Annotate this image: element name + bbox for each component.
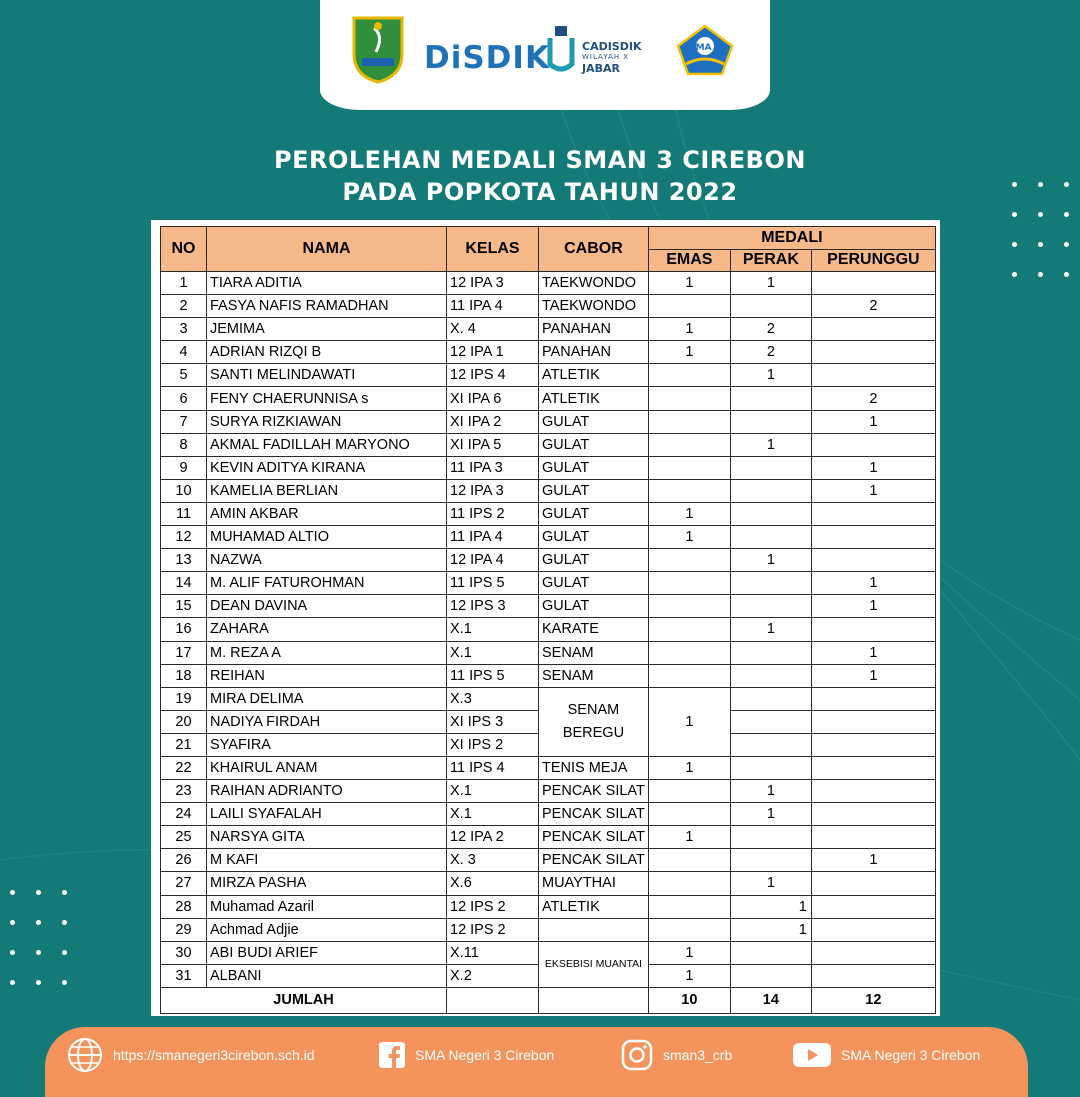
cell-no: 29 — [161, 918, 207, 941]
cell-perunggu — [811, 733, 935, 756]
cell-no: 14 — [161, 572, 207, 595]
cell-kelas: 11 IPS 5 — [447, 664, 539, 687]
cell-cabor: KARATE — [539, 618, 649, 641]
cell-no: 28 — [161, 895, 207, 918]
youtube-icon — [793, 1041, 831, 1069]
cell-kelas: 11 IPS 2 — [447, 502, 539, 525]
cell-cabor-senam-beregu — [539, 687, 649, 756]
cell-emas: 1 — [648, 687, 730, 756]
cell-perak: 1 — [730, 618, 811, 641]
cell-cabor: SENAM — [539, 641, 649, 664]
cell-nama: MUHAMAD ALTIO — [207, 526, 447, 549]
cell-perak: 1 — [730, 364, 811, 387]
cell-nama: KEVIN ADITYA KIRANA — [207, 456, 447, 479]
cell-no: 17 — [161, 641, 207, 664]
cell-perak — [730, 479, 811, 502]
cell-nama: AMIN AKBAR — [207, 502, 447, 525]
cell-kelas: X. 3 — [447, 849, 539, 872]
cell-emas: 1 — [648, 964, 730, 987]
cell-emas: 1 — [648, 526, 730, 549]
cell-kelas: X.1 — [447, 780, 539, 803]
cell-no: 2 — [161, 295, 207, 318]
cell-no: 13 — [161, 549, 207, 572]
cell-cabor: GULAT — [539, 572, 649, 595]
cell-perak — [730, 710, 811, 733]
cell-cabor: PENCAK SILAT — [539, 780, 649, 803]
cell-emas — [648, 479, 730, 502]
total-perak: 14 — [730, 987, 811, 1013]
table-row — [161, 318, 936, 341]
cell-perak: 2 — [730, 341, 811, 364]
table-row — [161, 549, 936, 572]
cell-nama: KHAIRUL ANAM — [207, 756, 447, 779]
table-row — [161, 918, 936, 941]
cell-nama: ABI BUDI ARIEF — [207, 941, 447, 964]
cell-perak — [730, 456, 811, 479]
table-row — [161, 664, 936, 687]
table-row — [161, 341, 936, 364]
footer-facebook-text: SMA Negeri 3 Cirebon — [415, 1047, 555, 1063]
table-row — [161, 479, 936, 502]
cell-no: 11 — [161, 502, 207, 525]
cell-nama: JEMIMA — [207, 318, 447, 341]
table-row — [161, 641, 936, 664]
cell-kelas: X.2 — [447, 964, 539, 987]
cell-no: 24 — [161, 803, 207, 826]
cell-cabor: MUAYTHAI — [539, 872, 649, 895]
cell-nama: SURYA RIZKIAWAN — [207, 410, 447, 433]
cell-kelas: XI IPS 3 — [447, 710, 539, 733]
cell-emas — [648, 641, 730, 664]
cell-no: 12 — [161, 526, 207, 549]
cell-perunggu: 1 — [811, 410, 935, 433]
footer-youtube-text: SMA Negeri 3 Cirebon — [841, 1047, 981, 1063]
disdik-logo: DiSDIK — [424, 40, 550, 76]
cell-kelas: 12 IPS 4 — [447, 364, 539, 387]
table-row — [161, 526, 936, 549]
cell-cabor: GULAT — [539, 526, 649, 549]
cell-emas — [648, 849, 730, 872]
cell-perunggu: 1 — [811, 479, 935, 502]
cell-perunggu — [811, 756, 935, 779]
cell-nama: DEAN DAVINA — [207, 595, 447, 618]
cell-nama: TIARA ADITIA — [207, 272, 447, 295]
cell-no: 6 — [161, 387, 207, 410]
cell-nama: Achmad Adjie — [207, 918, 447, 941]
cell-perunggu — [811, 526, 935, 549]
cell-nama: ALBANI — [207, 964, 447, 987]
cell-kelas: 11 IPA 4 — [447, 526, 539, 549]
cell-no: 10 — [161, 479, 207, 502]
cell-no: 4 — [161, 341, 207, 364]
cell-cabor: SENAM — [539, 664, 649, 687]
cell-perak — [730, 687, 811, 710]
footer-instagram-text: sman3_crb — [663, 1047, 733, 1063]
header-emas: EMAS — [648, 249, 730, 272]
cell-perak — [730, 572, 811, 595]
cell-emas: 1 — [648, 272, 730, 295]
cell-kelas: 12 IPA 1 — [447, 341, 539, 364]
cell-kelas: X.11 — [447, 941, 539, 964]
cell-kelas: 11 IPS 4 — [447, 756, 539, 779]
cabor-senam-line1: SENAM — [567, 701, 620, 718]
cell-kelas: 12 IPA 3 — [447, 272, 539, 295]
sma3-logo — [676, 24, 734, 76]
cell-perak: 1 — [730, 433, 811, 456]
cell-perak — [730, 964, 811, 987]
cell-perak: 2 — [730, 318, 811, 341]
medal-table-panel — [151, 220, 940, 1016]
cell-perak — [730, 756, 811, 779]
cell-perak: 1 — [730, 895, 811, 918]
cell-emas: 1 — [648, 941, 730, 964]
cell-perunggu — [811, 549, 935, 572]
cell-no: 8 — [161, 433, 207, 456]
cell-kelas: 11 IPS 5 — [447, 572, 539, 595]
cadisdik-jabar-text: JABAR — [582, 62, 620, 75]
cell-cabor: GULAT — [539, 549, 649, 572]
cell-kelas: 12 IPA 4 — [447, 549, 539, 572]
cell-no: 23 — [161, 780, 207, 803]
cell-cabor: PENCAK SILAT — [539, 803, 649, 826]
cell-emas — [648, 595, 730, 618]
cell-perunggu — [811, 803, 935, 826]
cell-nama: NARSYA GITA — [207, 826, 447, 849]
cell-kelas: 12 IPS 3 — [447, 595, 539, 618]
title-line-1: PEROLEHAN MEDALI SMAN 3 CIREBON — [274, 146, 806, 174]
cell-nama: KAMELIA BERLIAN — [207, 479, 447, 502]
cell-no: 21 — [161, 733, 207, 756]
cell-perunggu — [811, 872, 935, 895]
cell-no: 27 — [161, 872, 207, 895]
cadisdik-text: CADISDIK — [582, 40, 642, 53]
cell-perunggu — [811, 618, 935, 641]
table-row — [161, 849, 936, 872]
table-row — [161, 780, 936, 803]
table-row — [161, 364, 936, 387]
cell-no: 26 — [161, 849, 207, 872]
table-row — [161, 872, 936, 895]
table-row — [161, 803, 936, 826]
header-cabor: CABOR — [539, 227, 649, 272]
cell-kelas: XI IPA 2 — [447, 410, 539, 433]
cell-perak: 1 — [730, 272, 811, 295]
cell-perunggu — [811, 826, 935, 849]
footer-website[interactable] — [67, 1027, 315, 1083]
cell-nama: FENY CHAERUNNISA s — [207, 387, 447, 410]
total-emas: 10 — [648, 987, 730, 1013]
header-medali: MEDALI — [648, 227, 935, 250]
cell-no: 3 — [161, 318, 207, 341]
table-row — [161, 756, 936, 779]
cell-kelas: 12 IPA 3 — [447, 479, 539, 502]
cell-kelas: X.3 — [447, 687, 539, 710]
header-perak: PERAK — [730, 249, 811, 272]
cell-perak — [730, 295, 811, 318]
cell-cabor: PENCAK SILAT — [539, 849, 649, 872]
cell-perunggu: 1 — [811, 595, 935, 618]
cell-no: 22 — [161, 756, 207, 779]
cell-emas — [648, 872, 730, 895]
cell-perak — [730, 733, 811, 756]
cell-kelas: 11 IPA 3 — [447, 456, 539, 479]
cell-nama: SANTI MELINDAWATI — [207, 364, 447, 387]
table-row — [161, 826, 936, 849]
cell-perak: 1 — [730, 872, 811, 895]
table-row — [161, 687, 936, 710]
cell-perunggu: 2 — [811, 387, 935, 410]
table-row — [161, 618, 936, 641]
cell-perunggu — [811, 502, 935, 525]
footer-bar — [45, 1027, 1028, 1097]
footer-website-text: https://smanegeri3cirebon.sch.id — [113, 1047, 315, 1063]
cell-no: 31 — [161, 964, 207, 987]
cell-kelas: X.1 — [447, 618, 539, 641]
cell-perak: 1 — [730, 780, 811, 803]
cell-emas: 1 — [648, 341, 730, 364]
cell-cabor: GULAT — [539, 456, 649, 479]
cell-no: 20 — [161, 710, 207, 733]
cell-nama: SYAFIRA — [207, 733, 447, 756]
cell-emas — [648, 387, 730, 410]
table-row — [161, 456, 936, 479]
header-kelas: KELAS — [447, 227, 539, 272]
cell-emas — [648, 803, 730, 826]
cell-emas — [648, 410, 730, 433]
cell-no: 30 — [161, 941, 207, 964]
cell-emas — [648, 572, 730, 595]
medal-table-body — [161, 272, 936, 1014]
cell-perak — [730, 641, 811, 664]
cell-nama: FASYA NAFIS RAMADHAN — [207, 295, 447, 318]
cell-emas: 1 — [648, 318, 730, 341]
table-row — [161, 895, 936, 918]
cell-emas — [648, 895, 730, 918]
cell-nama: MIRA DELIMA — [207, 687, 447, 710]
cell-no: 7 — [161, 410, 207, 433]
globe-icon — [67, 1037, 103, 1073]
header-no: NO — [161, 227, 207, 272]
cell-no: 25 — [161, 826, 207, 849]
total-perunggu: 12 — [811, 987, 935, 1013]
cell-nama: M. ALIF FATUROHMAN — [207, 572, 447, 595]
total-label: JUMLAH — [161, 987, 447, 1013]
cell-perunggu: 1 — [811, 572, 935, 595]
table-row — [161, 410, 936, 433]
cell-perunggu — [811, 964, 935, 987]
sma3-logo-text: SMA 3 — [689, 43, 721, 53]
cell-nama: AKMAL FADILLAH MARYONO — [207, 433, 447, 456]
cell-nama: M KAFI — [207, 849, 447, 872]
cell-cabor: GULAT — [539, 410, 649, 433]
cell-kelas: XI IPA 5 — [447, 433, 539, 456]
cell-perunggu — [811, 341, 935, 364]
cell-perak — [730, 849, 811, 872]
title-line-2: PADA POPKOTA TAHUN 2022 — [342, 178, 738, 206]
cell-emas — [648, 364, 730, 387]
cell-cabor: TAEKWONDO — [539, 272, 649, 295]
header-perunggu: PERUNGGU — [811, 249, 935, 272]
medal-table — [160, 226, 936, 1014]
cell-emas: 1 — [648, 502, 730, 525]
total-cabor-empty — [539, 987, 649, 1013]
cell-kelas: XI IPA 6 — [447, 387, 539, 410]
cell-cabor: TAEKWONDO — [539, 295, 649, 318]
cell-cabor — [539, 918, 649, 941]
table-row — [161, 387, 936, 410]
cell-perunggu — [811, 895, 935, 918]
cell-cabor: PENCAK SILAT — [539, 826, 649, 849]
cell-no: 16 — [161, 618, 207, 641]
cell-emas — [648, 295, 730, 318]
cell-perunggu — [811, 918, 935, 941]
facebook-icon — [379, 1042, 405, 1068]
cell-emas — [648, 456, 730, 479]
cell-cabor: PANAHAN — [539, 341, 649, 364]
cell-cabor: GULAT — [539, 502, 649, 525]
cell-perak — [730, 526, 811, 549]
cell-kelas: X.1 — [447, 803, 539, 826]
cell-perak — [730, 595, 811, 618]
cell-cabor: TENIS MEJA — [539, 756, 649, 779]
cell-perak — [730, 387, 811, 410]
cell-no: 1 — [161, 272, 207, 295]
cadisdik-emblem-icon — [546, 24, 576, 76]
total-row — [161, 987, 936, 1013]
cell-emas: 1 — [648, 756, 730, 779]
cell-nama: RAIHAN ADRIANTO — [207, 780, 447, 803]
cell-no: 19 — [161, 687, 207, 710]
cell-emas — [648, 664, 730, 687]
cell-cabor: ATLETIK — [539, 364, 649, 387]
cell-perunggu: 2 — [811, 295, 935, 318]
instagram-icon — [621, 1039, 653, 1071]
cell-cabor: ATLETIK — [539, 895, 649, 918]
cell-nama: ZAHARA — [207, 618, 447, 641]
cell-perunggu — [811, 364, 935, 387]
table-row — [161, 941, 936, 964]
cell-perak — [730, 502, 811, 525]
cell-nama: ADRIAN RIZQI B — [207, 341, 447, 364]
cell-kelas: XI IPS 2 — [447, 733, 539, 756]
table-row — [161, 572, 936, 595]
footer-instagram[interactable] — [621, 1027, 732, 1083]
cell-perak — [730, 410, 811, 433]
jabar-emblem-logo — [350, 14, 406, 84]
cell-no: 15 — [161, 595, 207, 618]
cell-nama: M. REZA A — [207, 641, 447, 664]
cell-cabor: GULAT — [539, 433, 649, 456]
cell-nama: REIHAN — [207, 664, 447, 687]
cell-perunggu — [811, 710, 935, 733]
header-nama: NAMA — [207, 227, 447, 272]
cell-perunggu — [811, 318, 935, 341]
cell-perak — [730, 664, 811, 687]
cell-nama: LAILI SYAFALAH — [207, 803, 447, 826]
cell-perunggu: 1 — [811, 641, 935, 664]
cell-cabor-eksebisi: EKSEBISI MUANTAI — [539, 941, 649, 987]
cell-no: 9 — [161, 456, 207, 479]
cell-perak: 1 — [730, 918, 811, 941]
cell-emas: 1 — [648, 826, 730, 849]
cell-perak — [730, 826, 811, 849]
cell-perunggu: 1 — [811, 664, 935, 687]
cell-cabor: PANAHAN — [539, 318, 649, 341]
footer-youtube[interactable] — [793, 1027, 980, 1083]
cell-perunggu — [811, 433, 935, 456]
cadisdik-wilayah-text: WILAYAH X — [582, 53, 630, 61]
table-row — [161, 295, 936, 318]
cell-perunggu — [811, 272, 935, 295]
cell-kelas: X. 4 — [447, 318, 539, 341]
table-row — [161, 433, 936, 456]
cell-kelas: 12 IPS 2 — [447, 895, 539, 918]
table-row — [161, 272, 936, 295]
cell-perunggu — [811, 941, 935, 964]
cell-emas — [648, 780, 730, 803]
cell-emas — [648, 433, 730, 456]
cell-kelas: X.1 — [447, 641, 539, 664]
cadisdik-logo — [546, 22, 656, 82]
cell-nama: Muhamad Azaril — [207, 895, 447, 918]
cell-nama: NADIYA FIRDAH — [207, 710, 447, 733]
cell-no: 5 — [161, 364, 207, 387]
cell-perunggu — [811, 687, 935, 710]
cell-perak — [730, 941, 811, 964]
cell-emas — [648, 549, 730, 572]
cell-cabor: GULAT — [539, 479, 649, 502]
cell-perak: 1 — [730, 803, 811, 826]
cell-cabor: ATLETIK — [539, 387, 649, 410]
cell-perak: 1 — [730, 549, 811, 572]
cell-kelas: 11 IPA 4 — [447, 295, 539, 318]
logo-panel — [320, 0, 770, 110]
cell-perunggu: 1 — [811, 849, 935, 872]
cell-emas — [648, 618, 730, 641]
total-kelas-empty — [447, 987, 539, 1013]
cell-kelas: X.6 — [447, 872, 539, 895]
cell-cabor: GULAT — [539, 595, 649, 618]
cell-kelas: 12 IPS 2 — [447, 918, 539, 941]
cell-perunggu — [811, 780, 935, 803]
cell-nama: NAZWA — [207, 549, 447, 572]
cell-kelas: 12 IPA 2 — [447, 826, 539, 849]
cell-nama: MIRZA PASHA — [207, 872, 447, 895]
cell-no: 18 — [161, 664, 207, 687]
cell-emas — [648, 918, 730, 941]
cell-perunggu: 1 — [811, 456, 935, 479]
footer-facebook[interactable] — [379, 1027, 554, 1083]
table-row — [161, 595, 936, 618]
table-row — [161, 502, 936, 525]
cabor-senam-line2: BEREGU — [562, 724, 625, 741]
